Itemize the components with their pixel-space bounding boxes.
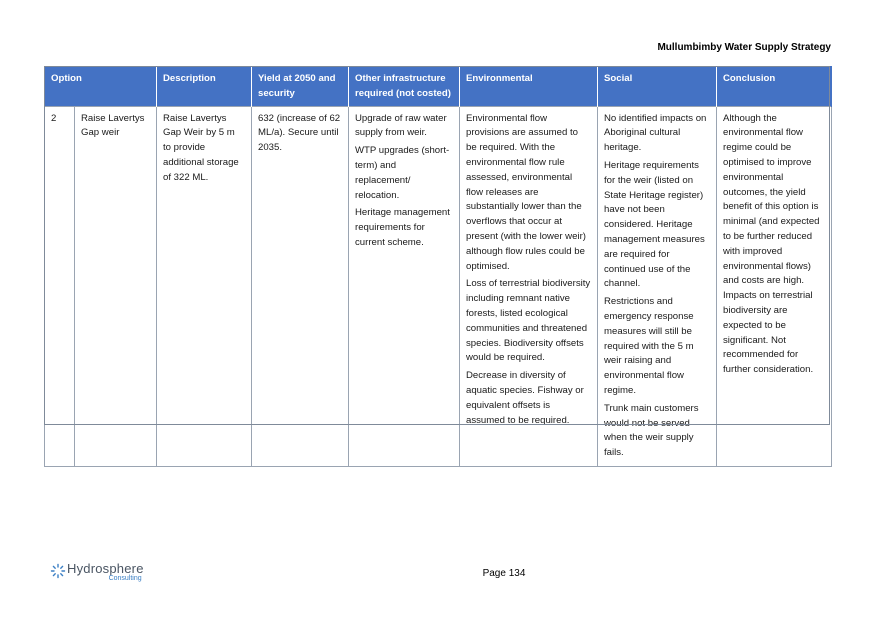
cell-yield: 632 (increase of 62 ML/a). Secure until 2035. [252,106,349,466]
social-paragraph: Heritage requirements for the weir (listed on State Heritage register) have not been considered. Heritage management measures are required for continued use of the channel. [604,159,705,290]
social-paragraph: No identified impacts on Aboriginal cultural heritage. [604,112,707,154]
col-header-conclusion: Conclusion [717,66,832,106]
social-paragraph: Restrictions and emergency response measures will still be required with the 5 m weir raising and environmental flow regime. [604,296,694,396]
table-header-row [45,66,832,106]
logo-subtitle: Consulting [108,575,142,582]
col-header-yield: Yield at 2050 and security [252,66,349,106]
col-header-environmental: Environmental [460,66,598,106]
social-paragraph: Trunk main customers would not be served when the weir supply fails. [604,402,699,459]
cell-option-name: Raise Lavertys Gap weir [75,106,157,466]
environmental-paragraph: Loss of terrestrial biodiversity including remnant native forests, listed ecological communities and threatened species. Biodiversity offsets would be required. [466,278,591,364]
cell-environmental [460,106,598,466]
options-table [44,66,832,467]
document-header-title: Mullumbimby Water Supply Strategy [657,42,831,53]
cell-infrastructure [349,106,460,466]
cell-option-number: 2 [45,106,75,466]
environmental-paragraph: Decrease in diversity of aquatic species. Fishway or equivalent offsets is assumed to be required. [466,370,584,426]
col-header-option: Option [45,66,157,106]
table-row [45,106,832,466]
cell-conclusion: Although the environmental flow regime could be optimised to improve environmental outcomes, the yield benefit of this option is minimal (and expected to be further reduced with improved environmental flows) and costs are high. Impacts on terrestrial biodiversity are expected to be significant. Not recommended for further consideration. [717,106,832,466]
page-number: Page 134 [482,568,526,579]
cell-social [598,106,717,466]
col-header-infrastructure: Other infrastructure required (not costed) [349,66,460,106]
environmental-paragraph: Environmental flow provisions are assumed to be required. With the environmental flow rule assessed, environmental flow releases are substantially lower than the overflows that occur at present (with the lower weir) although flow rules could be optimised. [466,112,586,272]
cell-description: Raise Lavertys Gap Weir by 5 m to provide additional storage of 322 ML. [157,106,252,466]
infrastructure-paragraph: WTP upgrades (short-term) and replacement/ relocation. [355,145,450,201]
infrastructure-paragraph: Heritage management requirements for current scheme. [355,207,450,248]
col-header-description: Description [157,66,252,106]
logo-wordmark: Hydrosphere [67,561,144,576]
col-header-social: Social [598,66,717,106]
infrastructure-paragraph: Upgrade of raw water supply from weir. [355,112,447,139]
